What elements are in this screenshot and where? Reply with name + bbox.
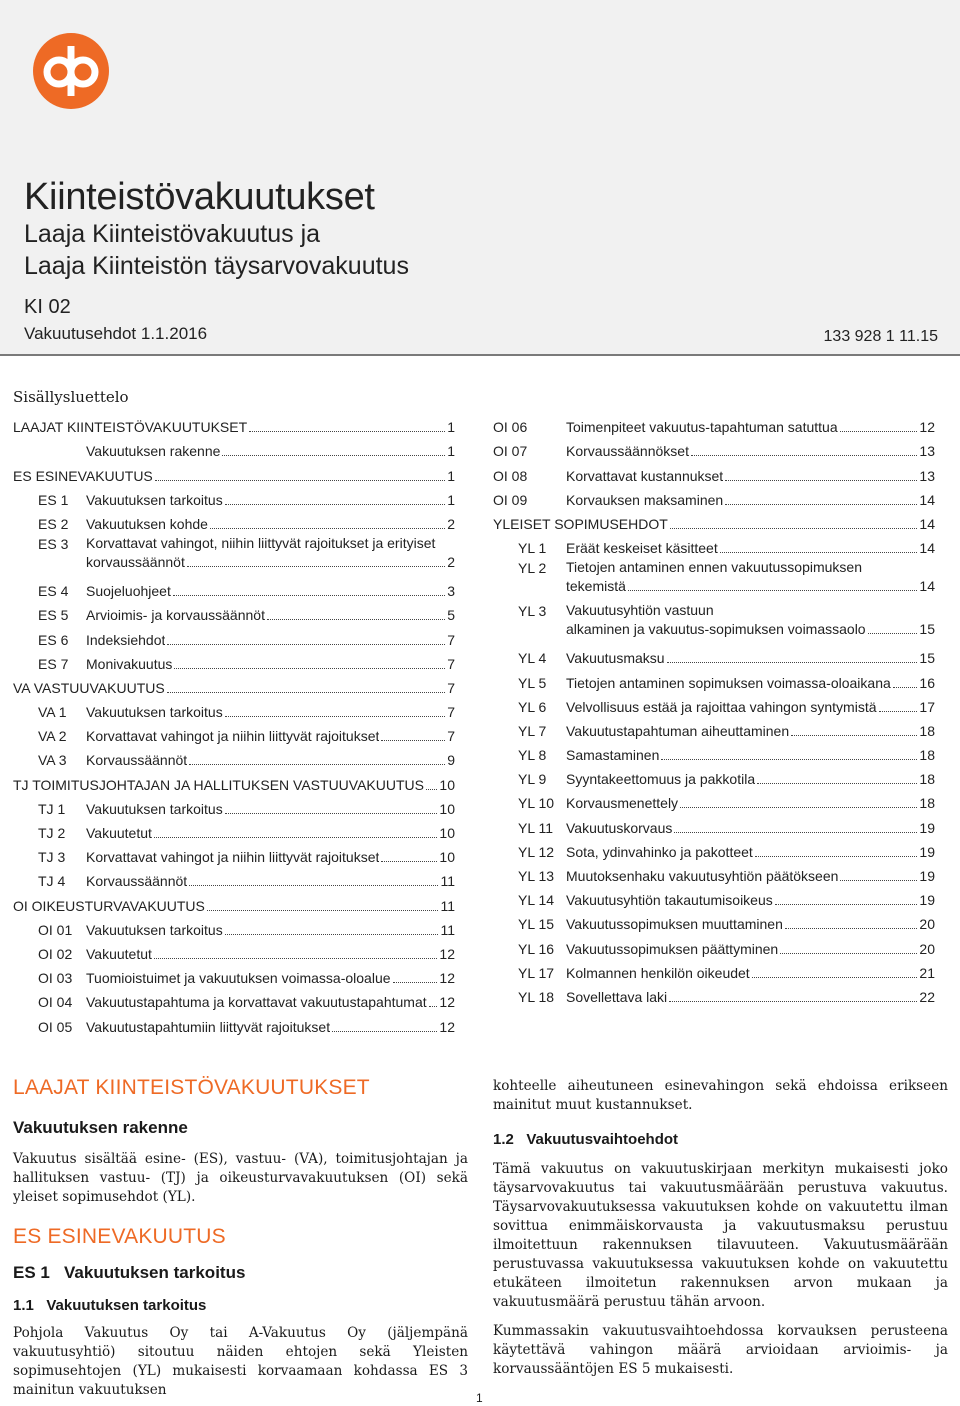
toc-leader-dots: [628, 590, 918, 591]
toc-entry-page: 14: [919, 515, 935, 532]
toc-leader-dots: [249, 431, 445, 432]
toc-entry-code: OI 09: [493, 491, 528, 508]
toc-entry-title: Toimenpiteet vakuutus-tapahtuman satuttua: [566, 419, 838, 436]
toc-entry[interactable]: [13, 674, 455, 698]
toc-entry-code: TJ 4: [38, 873, 66, 890]
toc-entry[interactable]: [13, 940, 455, 964]
toc-entry-code: YL 8: [518, 747, 547, 764]
toc-entry[interactable]: [493, 934, 935, 958]
toc-leader-dots: [725, 504, 917, 505]
toc-entry[interactable]: [493, 983, 935, 1007]
toc-entry-title: Indeksiehdot: [86, 631, 166, 648]
toc-entry-page: 7: [447, 679, 455, 696]
toc-leader-dots: [167, 644, 445, 645]
toc-entry-page: 1: [447, 491, 455, 508]
toc-entry-code: OI 07: [493, 443, 528, 460]
toc-entry-title: Korvattavat vahingot ja niihin liittyvät rajoitukset: [86, 728, 380, 745]
toc-entry[interactable]: [13, 577, 455, 601]
toc-heading: Sisällysluettelo: [13, 388, 129, 406]
op-logo-icon: [32, 32, 110, 110]
toc-entry-page: 12: [439, 1018, 455, 1035]
toc-entry[interactable]: [493, 668, 935, 692]
toc-entry[interactable]: [13, 988, 455, 1012]
toc-entry-code: YL 1: [518, 540, 547, 557]
toc-entry-page: 18: [919, 747, 935, 764]
toc-entry-title: Vakuutetut: [86, 825, 152, 841]
toc-leader-dots: [879, 711, 918, 712]
toc-entry-title: Vakuutuksen tarkoitus: [86, 704, 223, 721]
toc-entry-title: Vakuutustapahtuman aiheuttaminen: [566, 722, 790, 739]
toc-leader-dots: [189, 885, 438, 886]
toc-entry-title: Velvollisuus estää ja rajoittaa vahingon syntymistä: [566, 698, 877, 715]
toc-entry-title: Vakuutusyhtiön vastuun: [566, 602, 714, 619]
toc-entry-code: YL 3: [518, 603, 547, 620]
page-title: Kiinteistövakuutukset: [24, 176, 375, 218]
toc-entry-page: 19: [919, 843, 935, 860]
toc-entry[interactable]: [13, 486, 455, 510]
toc-leader-dots: [775, 904, 918, 905]
toc-entry[interactable]: [13, 770, 455, 794]
toc-entry-code: OI 02: [38, 945, 73, 962]
toc-entry-code: OI 08: [493, 467, 528, 484]
toc-entry-title: Vakuutussopimuksen muuttaminen: [566, 916, 783, 933]
toc-entry-title: Korvaussäännöt: [86, 873, 188, 890]
toc-entry-code: YL 14: [518, 892, 555, 909]
toc-entry-page: 7: [447, 655, 455, 672]
toc-entry[interactable]: [493, 886, 935, 910]
toc-entry[interactable]: [493, 534, 935, 558]
toc-leader-dots: [210, 528, 445, 529]
toc-entry-page: 17: [919, 698, 935, 715]
toc-entry[interactable]: [493, 644, 935, 668]
toc-left-column: [13, 413, 455, 1037]
toc-entry-code: ES 6: [38, 631, 69, 648]
toc-entry[interactable]: [13, 916, 455, 940]
toc-leader-dots: [155, 480, 445, 481]
toc-entry[interactable]: [13, 601, 455, 625]
toc-entry-page: 2: [447, 515, 455, 532]
toc-entry-page: 15: [919, 621, 935, 638]
toc-entry[interactable]: [13, 510, 455, 534]
toc-leader-dots: [332, 1031, 437, 1032]
toc-entry-page: 21: [919, 964, 935, 981]
toc-leader-dots: [791, 735, 917, 736]
toc-leader-dots: [174, 668, 445, 669]
toc-entry-title: Sovellettava laki: [566, 988, 668, 1005]
toc-leader-dots: [840, 431, 918, 432]
toc-entry-page: 19: [919, 892, 935, 909]
toc-entry[interactable]: [493, 413, 935, 437]
toc-entry-title: Tuomioistuimet ja vakuutuksen voimassa-oloalue: [86, 970, 391, 987]
toc-entry[interactable]: [13, 698, 455, 722]
toc-entry[interactable]: [493, 510, 935, 534]
toc-entry-page: 5: [447, 607, 455, 624]
toc-entry-code: VA 1: [38, 704, 67, 721]
toc-entry-page: 10: [439, 849, 455, 866]
toc-entry-code: TJ 1: [38, 800, 66, 817]
toc-entry-title: Korvaussäännökset: [566, 443, 689, 460]
toc-entry-page: 13: [919, 443, 935, 460]
toc-entry-title: Korvattavat vahingot ja niihin liittyvät rajoitukset: [86, 849, 380, 866]
toc-entry-code: YLEISET SOPIMUSEHDOT: [493, 515, 668, 532]
toc-entry-page: 9: [447, 752, 455, 769]
toc-entry-title: Sota, ydinvahinko ja pakotteet: [566, 843, 753, 860]
toc-entry-page: 20: [919, 940, 935, 957]
terms-date: Vakuutusehdot 1.1.2016: [24, 324, 208, 343]
toc-leader-dots: [267, 619, 445, 620]
toc-leader-dots: [222, 455, 445, 456]
toc-entry-code: LAAJAT KIINTEISTÖVAKUUTUKSET: [13, 419, 248, 436]
toc-entry-title: Vakuutuksen tarkoitus: [86, 921, 223, 938]
toc-leader-dots: [752, 977, 918, 978]
toc-entry-page: 12: [919, 419, 935, 436]
document-number: 133 928 1 11.15: [823, 328, 938, 345]
toc-entry[interactable]: [493, 693, 935, 717]
toc-entry-code: YL 6: [518, 698, 547, 715]
toc-entry-title: Korvattavat vahingot, niihin liittyvät rajoitukset ja erityiset: [86, 534, 436, 551]
toc-entry[interactable]: [13, 867, 455, 891]
toc-entry-code: OI 05: [38, 1018, 73, 1035]
toc-leader-dots: [755, 856, 918, 857]
toc-leader-dots: [173, 595, 445, 596]
toc-entry-page: 10: [439, 800, 455, 817]
toc-entry-code: YL 13: [518, 868, 555, 884]
toc-leader-dots: [674, 832, 917, 833]
toc-leader-dots: [225, 934, 439, 935]
toc-entry-title: Monivakuutus: [86, 655, 173, 672]
toc-entry[interactable]: [13, 722, 455, 746]
toc-entry-title: Vakuutuksen tarkoitus: [86, 491, 223, 508]
toc-entry-code: OI 03: [38, 970, 73, 987]
toc-leader-dots: [429, 1006, 438, 1007]
toc-entry-page: 18: [919, 722, 935, 739]
body-right-column: [493, 1077, 948, 1379]
structure-paragraph: Vakuutus sisältää esine- (ES), vastuu- (VA), toimitusjohtajan ja hallituksen vastuu- (TJ) ja oikeusturvavakuutuksen (OI) sekä yleiset sopimusehdot (YL).: [13, 1151, 468, 1205]
toc-entry-title: Samastaminen: [566, 747, 660, 764]
toc-leader-dots: [207, 910, 439, 911]
toc-leader-dots: [393, 982, 438, 983]
toc-leader-dots: [154, 958, 438, 959]
toc-leader-dots: [691, 455, 917, 456]
toc-entry[interactable]: [493, 862, 935, 886]
section-heading-es: ES ESINEVAKUUTUS: [13, 1225, 226, 1248]
toc-entry-page: 13: [919, 467, 935, 484]
toc-entry[interactable]: [493, 813, 935, 837]
subtitle-line-2: Laaja Kiinteistön täysarvovakuutus: [24, 252, 409, 280]
toc-entry[interactable]: [13, 413, 455, 437]
toc-entry-title: Korvausmenettely: [566, 795, 679, 812]
toc-entry[interactable]: [493, 486, 935, 510]
toc-entry[interactable]: [13, 461, 455, 485]
toc-entry-page: 15: [919, 650, 935, 667]
toc-leader-dots: [187, 566, 445, 567]
toc-entry-page: 12: [439, 994, 455, 1011]
toc-entry[interactable]: [13, 964, 455, 988]
toc-leader-dots: [670, 528, 918, 529]
toc-leader-dots: [868, 633, 918, 634]
subtitle-line-1: Laaja Kiinteistövakuutus ja: [24, 220, 321, 248]
toc-entry-title: Vakuutusmaksu: [566, 650, 665, 667]
toc-entry-page: 12: [439, 945, 455, 962]
toc-entry-title: alkaminen ja vakuutus-sopimuksen voimassaolo: [566, 621, 866, 638]
toc-entry-code: OI 01: [38, 921, 73, 938]
toc-entry-code: YL 7: [518, 722, 547, 739]
section-1-1-heading: 1.1 Vakuutuksen tarkoitus: [13, 1297, 207, 1314]
toc-entry[interactable]: [13, 534, 455, 577]
toc-entry-title: Vakuutustapahtuma ja korvattavat vakuutustapahtumat: [86, 994, 427, 1011]
toc-leader-dots: [725, 480, 917, 481]
toc-entry-code: ES 7: [38, 655, 69, 672]
toc-entry-page: 14: [919, 491, 935, 508]
toc-entry-page: 19: [919, 868, 935, 884]
toc-entry-title: Korvauksen maksaminen: [566, 491, 724, 508]
toc-entry-title: korvaussäännöt: [86, 553, 185, 570]
header-band: [0, 0, 960, 356]
toc-entry-page: 18: [919, 795, 935, 812]
toc-entry-title: Vakuutuksen tarkoitus: [86, 800, 223, 817]
toc-entry-code: YL 15: [518, 916, 555, 933]
toc-entry-title: Vakuutussopimuksen päättyminen: [566, 940, 779, 957]
toc-entry-title: Eräät keskeiset käsitteet: [566, 540, 718, 557]
toc-right-column: [493, 413, 935, 1007]
toc-entry-page: 18: [919, 771, 935, 788]
toc-entry-title: Vakuutustapahtumiin liittyvät rajoitukset: [86, 1018, 331, 1035]
toc-entry[interactable]: [493, 601, 935, 644]
toc-entry[interactable]: [493, 765, 935, 789]
es1-heading: ES 1 Vakuutuksen tarkoitus: [13, 1263, 246, 1282]
header-divider: [0, 354, 960, 356]
toc-leader-dots: [680, 807, 917, 808]
section-heading-laajat: LAAJAT KIINTEISTÖVAKUUTUKSET: [13, 1076, 370, 1099]
toc-entry-code: VA VASTUUVAKUUTUS: [13, 679, 165, 696]
continuation-paragraph: kohteelle aiheutuneen esinevahingon sekä ehdoissa erikseen mainitut muut kustannukset.: [493, 1078, 948, 1113]
structure-heading: Vakuutuksen rakenne: [13, 1118, 188, 1137]
section-1-2-heading: 1.2 Vakuutusvaihtoehdot: [493, 1131, 679, 1148]
toc-entry-code: YL 12: [518, 843, 555, 860]
toc-entry-title: tekemistä: [566, 578, 626, 595]
toc-entry-code: ES 5: [38, 607, 69, 624]
toc-leader-dots: [667, 662, 918, 663]
toc-entry-code: YL 5: [518, 674, 547, 691]
toc-entry[interactable]: [13, 746, 455, 770]
toc-entry-page: 10: [439, 825, 455, 841]
toc-entry-title: Kolmannen henkilön oikeudet: [566, 964, 750, 981]
toc-entry-code: TJ TOIMITUSJOHTAJAN JA HALLITUKSEN VASTUUVAKUUTUS: [13, 776, 424, 793]
toc-entry-title: Arvioimis- ja korvaussäännöt: [86, 607, 265, 624]
toc-entry-page: 11: [440, 897, 455, 914]
toc-leader-dots: [225, 813, 438, 814]
toc-entry-code: YL 10: [518, 795, 555, 812]
toc-entry[interactable]: [493, 437, 935, 461]
toc-leader-dots: [189, 764, 445, 765]
section-1-1-paragraph: Pohjola Vakuutus Oy tai A-Vakuutus Oy (jäljempänä vakuutusyhtiö) sitoutuu näiden ehtojen sekä Yleisten sopimusehtojen (YL) mukaisesti korvaamaan kohdassa ES 3 mainitun vakuutuksen: [13, 1325, 468, 1398]
toc-entry-code: OI OIKEUSTURVAVAKUUTUS: [13, 897, 205, 914]
toc-leader-dots: [720, 552, 918, 553]
toc-entry-page: 14: [919, 540, 935, 557]
body-left-column: [13, 1076, 468, 1400]
toc-entry[interactable]: [493, 717, 935, 741]
toc-entry-page: 10: [439, 776, 455, 793]
toc-leader-dots: [225, 716, 445, 717]
toc-entry-title: Vakuutuskorvaus: [566, 819, 673, 836]
toc-entry-code: VA 2: [38, 728, 67, 745]
toc-entry[interactable]: [13, 819, 455, 843]
toc-entry-title: Vakuutetut: [86, 945, 152, 962]
toc-entry-code: YL 9: [518, 771, 547, 788]
toc-entry-page: 3: [447, 583, 455, 600]
toc-leader-dots: [167, 692, 446, 693]
toc-leader-dots: [669, 1001, 917, 1002]
toc-entry-code: YL 11: [518, 819, 554, 836]
toc-entry[interactable]: [13, 1012, 455, 1036]
toc-entry-title: Vakuutuksen rakenne: [86, 443, 221, 460]
toc-entry[interactable]: [13, 437, 455, 461]
section-1-2-paragraph-1: Tämä vakuutus on vakuutuskirjaan merkityn mukaisesti joko täysarvovakuutus tai vakuutusmäärään perustuva vakuutus. Täysarvovakuutuksessa vakuutuksen kohde on vakuutettu ilman sovittua enimmäiskorvausta ja vakuutusmaksu perustuu ilmoitettuun rakennuksen tilavuuteen. Vakuutusmäärään perustuvassa vakuutuksessa vakuutuksen kohde on vakuutettu etukäteen ilmoitetun rakennuksen arvon mukaan ja vakuutusmäärä perustuu tähän arvoon.: [493, 1161, 948, 1310]
toc-entry-code: ES 1: [38, 491, 69, 508]
toc-entry[interactable]: [13, 843, 455, 867]
toc-entry-page: 1: [447, 419, 455, 436]
toc-leader-dots: [225, 504, 445, 505]
toc-entry-page: 7: [447, 728, 455, 745]
toc-entry[interactable]: [13, 625, 455, 649]
toc-entry-page: 19: [919, 819, 935, 836]
toc-entry[interactable]: [13, 795, 455, 819]
section-1-2-paragraph-2: Kummassakin vakuutusvaihtoehdossa korvauksen perusteena käytettävä vahingon määrä arvioidaan arvioimis- ja korvaussääntöjen ES 5 mukaisesti.: [493, 1323, 948, 1377]
toc-entry-code: ES ESINEVAKUUTUS: [13, 467, 153, 484]
toc-entry-title: Tietojen antaminen ennen vakuutussopimuksen: [566, 559, 863, 576]
toc-entry-code: YL 16: [518, 940, 555, 957]
toc-entry-code: VA 3: [38, 752, 67, 769]
toc-entry-page: 1: [447, 467, 455, 484]
toc-entry-code: ES 2: [38, 515, 69, 532]
toc-entry-code: TJ 2: [38, 825, 66, 841]
toc-entry[interactable]: [493, 461, 935, 485]
toc-leader-dots: [661, 759, 917, 760]
toc-entry-page: 1: [447, 443, 455, 460]
toc-entry-code: ES 4: [38, 583, 69, 600]
toc-entry-page: 11: [440, 921, 455, 938]
toc-entry-code: YL 4: [518, 650, 547, 667]
toc-entry-page: 20: [919, 916, 935, 933]
toc-entry-code: YL 2: [518, 560, 547, 577]
toc-leader-dots: [785, 928, 918, 929]
toc-entry-code: ES 3: [38, 535, 69, 552]
toc-entry-page: 12: [439, 970, 455, 987]
toc-entry-page: 22: [919, 988, 935, 1005]
toc-entry-title: Vakuutusyhtiön takautumisoikeus: [566, 892, 773, 909]
toc-entry-title: Suojeluohjeet: [86, 583, 171, 600]
toc-entry-title: Vakuutuksen kohde: [86, 515, 208, 532]
toc-entry-page: 2: [447, 553, 455, 570]
toc-leader-dots: [780, 953, 917, 954]
toc-entry-code: TJ 3: [38, 849, 66, 866]
toc-leader-dots: [381, 861, 437, 862]
toc-entry-page: 7: [447, 704, 455, 721]
toc-entry-page: 14: [919, 578, 935, 595]
toc-entry[interactable]: [493, 558, 935, 601]
toc-entry-title: Korvattavat kustannukset: [566, 467, 724, 484]
toc-entry[interactable]: [493, 838, 935, 862]
toc-entry-code: OI 06: [493, 419, 528, 436]
page-number: 1: [476, 1391, 483, 1405]
toc-leader-dots: [381, 740, 445, 741]
toc-leader-dots: [426, 789, 437, 790]
toc-entry-title: Syyntakeettomuus ja pakkotila: [566, 771, 756, 788]
toc-entry-page: 16: [919, 674, 935, 691]
toc-leader-dots: [893, 687, 918, 688]
product-code: KI 02: [24, 296, 71, 318]
toc-entry-title: Muutoksenhaku vakuutusyhtiön päätökseen: [566, 868, 839, 884]
toc-entry[interactable]: [493, 741, 935, 765]
toc-entry-page: 11: [440, 873, 455, 890]
toc-entry[interactable]: [13, 650, 455, 674]
toc-entry-title: Korvaussäännöt: [86, 752, 188, 769]
toc-entry-page: 7: [447, 631, 455, 648]
toc-leader-dots: [757, 783, 917, 784]
toc-entry-code: YL 17: [518, 964, 555, 981]
toc-entry-code: OI 04: [38, 994, 73, 1011]
toc-entry-code: YL 18: [518, 988, 555, 1005]
toc-entry[interactable]: [13, 891, 455, 915]
toc-entry[interactable]: [493, 910, 935, 934]
toc-leader-dots: [840, 880, 917, 881]
toc-entry[interactable]: [493, 789, 935, 813]
toc-entry[interactable]: [493, 959, 935, 983]
toc-leader-dots: [154, 837, 438, 838]
toc-entry-title: Tietojen antaminen sopimuksen voimassa-oloaikana: [566, 674, 891, 691]
